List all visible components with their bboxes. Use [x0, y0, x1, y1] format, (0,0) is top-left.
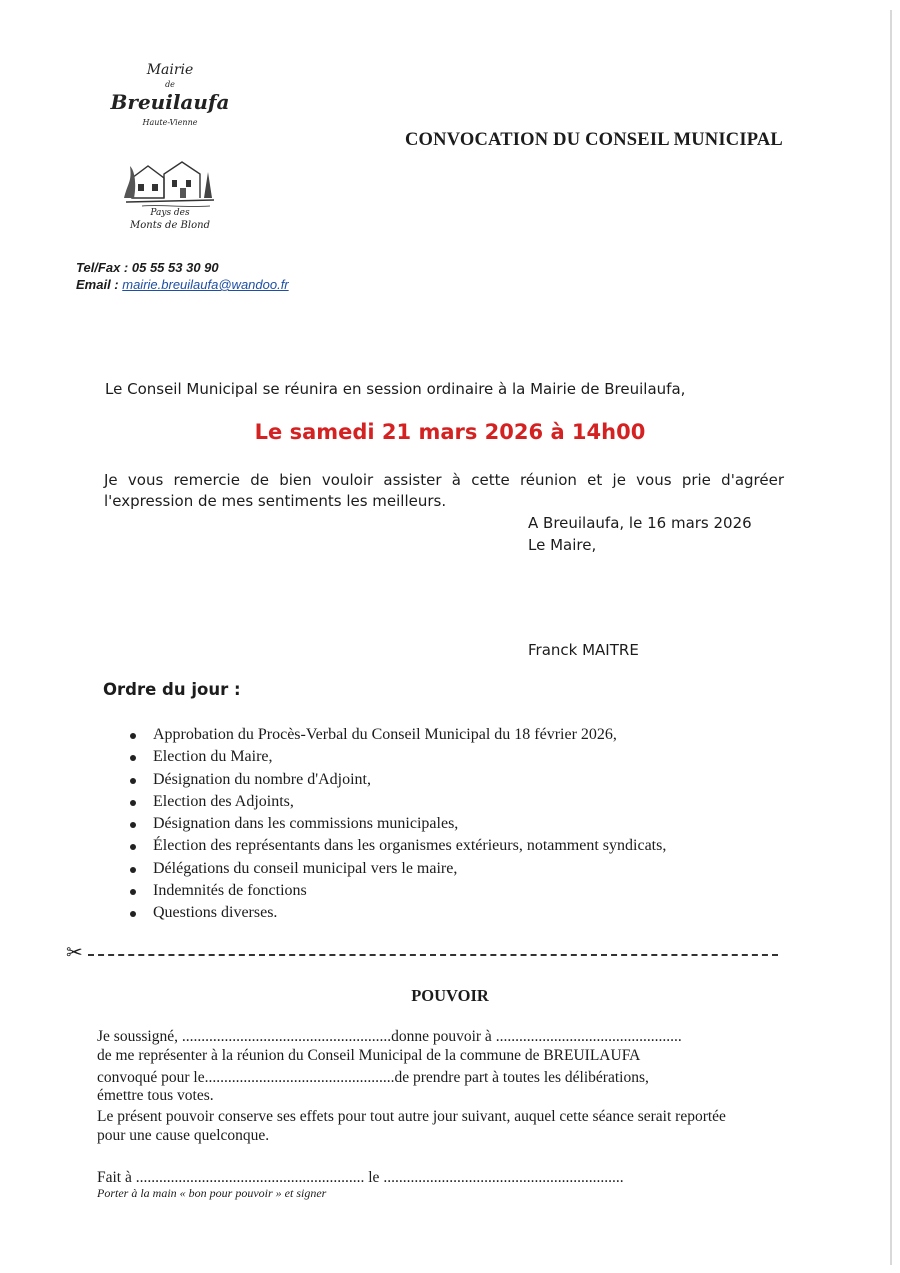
agenda-item-text: Élection des représentants dans les organismes extérieurs, notamment syndicats, — [153, 837, 667, 855]
bullet-icon — [130, 889, 136, 895]
meeting-date: Le samedi 21 mars 2026 à 14h00 — [254, 420, 646, 444]
agenda-item-text: Election du Maire, — [153, 748, 273, 766]
bullet-icon — [130, 844, 136, 850]
proxy-line-2: de me représenter à la réunion du Conseil Municipal de la commune de BREUILAUFA — [97, 1047, 641, 1064]
signer-name: Franck MAITRE — [528, 641, 639, 659]
agenda-heading: Ordre du jour : — [103, 680, 241, 699]
bullet-icon — [130, 755, 136, 761]
proxy-text: de prendre part à toutes les délibérations, — [394, 1069, 649, 1086]
fill-in-field[interactable]: ........................................................... — [135, 1169, 365, 1186]
list-item — [130, 769, 666, 791]
proxy-text: donne pouvoir à — [391, 1028, 496, 1045]
bullet-icon — [130, 822, 136, 828]
bullet-icon — [130, 867, 136, 873]
body-text: Je vous remercie de bien vouloir assister à cette réunion et je vous prie d'agréer l'expression de mes sentiments les meilleurs. — [104, 471, 784, 510]
agenda-item-text: Election des Adjoints, — [153, 792, 294, 810]
dashed-divider — [88, 954, 778, 956]
scissors-icon: ✂ — [66, 942, 83, 964]
proxy-instruction: Porter à la main « bon pour pouvoir » et signer — [97, 1186, 327, 1200]
logo-line-monts: Monts de Blond — [130, 220, 210, 231]
agenda-item-text: Indemnités de fonctions — [153, 882, 307, 900]
fill-in-field[interactable]: ................................................ — [495, 1028, 682, 1045]
list-item — [130, 813, 666, 835]
agenda-item-text: Approbation du Procès-Verbal du Conseil Municipal du 18 février 2026, — [153, 726, 617, 743]
agenda-item-text: Désignation dans les commissions municipales, — [153, 815, 459, 833]
list-item — [130, 746, 666, 768]
contact-tel — [76, 260, 219, 275]
proxy-text: le — [364, 1169, 384, 1186]
proxy-title: POUVOIR — [411, 986, 489, 1005]
proxy-line-3 — [97, 1069, 649, 1087]
proxy-line-5: Le présent pouvoir conserve ses effets pour tout autre jour suivant, auquel cette séance serait reportée — [97, 1108, 726, 1125]
page-edge — [890, 10, 892, 1265]
list-item — [130, 880, 666, 902]
logo-line-mairie: Mairie — [146, 62, 194, 78]
signer-title: Le Maire, — [528, 536, 597, 554]
agenda-item-text: Désignation du nombre d'Adjoint, — [153, 770, 371, 788]
bullet-icon — [130, 778, 136, 784]
bullet-icon — [130, 911, 136, 917]
proxy-text: Je soussigné, — [97, 1028, 182, 1045]
list-item — [130, 902, 666, 924]
agenda-item-text: Délégations du conseil municipal vers le maire, — [153, 859, 458, 877]
fill-in-field[interactable]: .............................................................. — [383, 1169, 624, 1186]
agenda-list — [130, 724, 666, 925]
bullet-icon — [130, 733, 136, 739]
proxy-text: convoqué pour le — [97, 1069, 205, 1086]
place-date: A Breuilaufa, le 16 mars 2026 — [528, 514, 752, 532]
fill-in-field[interactable]: ...................................................... — [181, 1028, 392, 1045]
proxy-line-4: émettre tous votes. — [97, 1087, 214, 1104]
list-item — [130, 835, 666, 857]
village-sketch-icon — [122, 152, 218, 212]
proxy-line-6: pour une cause quelconque. — [97, 1127, 270, 1144]
intro-text: Le Conseil Municipal se réunira en session ordinaire à la Mairie de Breuilaufa, — [105, 380, 686, 398]
bullet-icon — [130, 800, 136, 806]
proxy-text: Fait à — [97, 1169, 136, 1186]
document-title: CONVOCATION DU CONSEIL MUNICIPAL — [405, 130, 783, 150]
cut-line — [66, 940, 778, 964]
agenda-item-text: Questions diverses. — [153, 904, 278, 922]
proxy-line-1 — [97, 1028, 682, 1046]
list-item — [130, 858, 666, 880]
mairie-logo — [110, 62, 230, 242]
email-link[interactable]: mairie.breuilaufa@wandoo.fr — [122, 277, 289, 292]
tel-number: 05 55 53 30 90 — [131, 260, 219, 275]
fill-in-field[interactable]: ................................................. — [204, 1069, 395, 1086]
logo-line-commune: Breuilaufa — [110, 90, 230, 114]
logo-line-departement: Haute-Vienne — [142, 118, 198, 127]
proxy-signature-line — [97, 1169, 624, 1187]
list-item — [130, 724, 666, 746]
logo-line-pays: Pays des — [150, 208, 190, 218]
contact-email — [76, 277, 289, 292]
list-item — [130, 791, 666, 813]
email-label: Email : — [76, 277, 123, 292]
tel-label: Tel/Fax : — [76, 260, 132, 275]
logo-line-de: de — [165, 80, 175, 89]
